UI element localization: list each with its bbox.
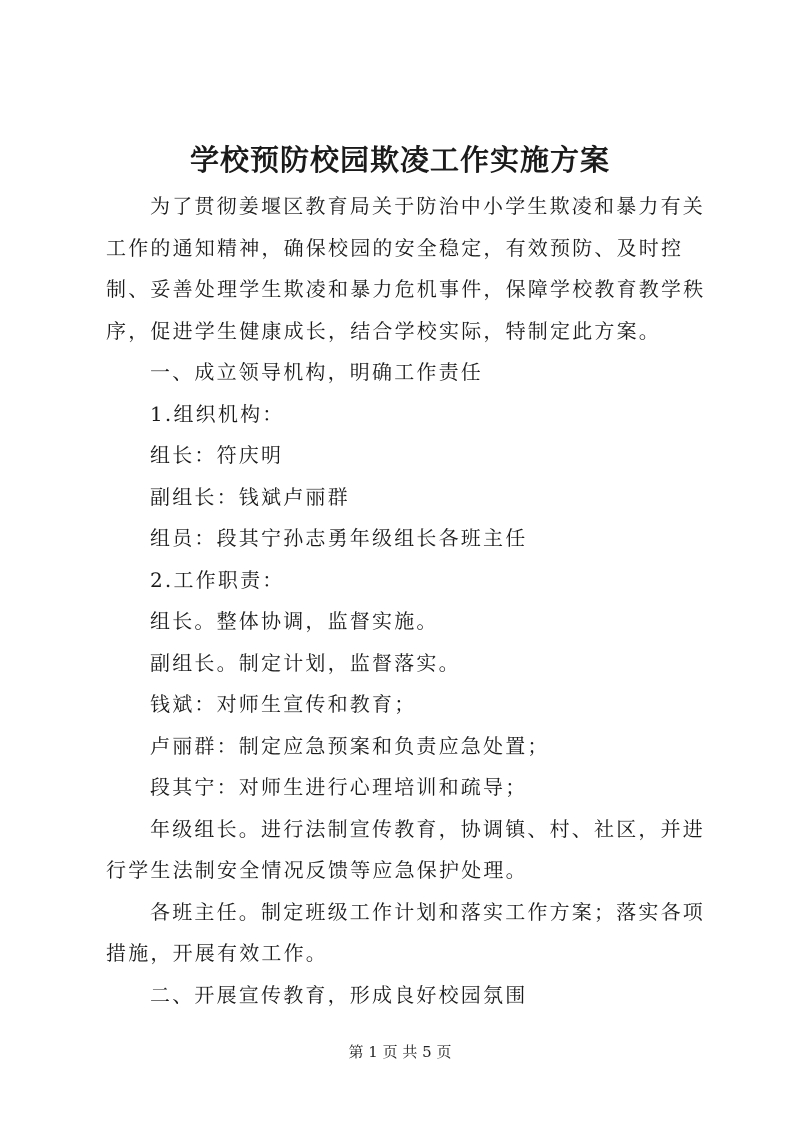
duty-deputy-leader: 副组长。制定计划，监督落实。: [150, 650, 461, 675]
page-footer: 第 1 页 共 5 页: [348, 1043, 452, 1061]
duty-class-teachers: 各班主任。制定班级工作计划和落实工作方案；落实各项措施，开展有效工作。: [106, 899, 705, 965]
subheading-organization: 1.组织机构：: [150, 401, 285, 426]
duty-lu-liqun: 卢丽群：制定应急预案和负责应急处置；: [150, 733, 550, 758]
subheading-duties: 2.工作职责：: [150, 567, 285, 592]
section-heading-1: 一、成立领导机构，明确工作责任: [150, 360, 483, 384]
members-line: 组员：段其宁孙志勇年级组长各班主任: [150, 526, 528, 550]
deputy-leader-line: 副组长：钱斌卢丽群: [150, 484, 350, 509]
duty-duan-qining: 段其宁：对师生进行心理培训和疏导；: [150, 775, 528, 799]
section-heading-2: 二、开展宣传教育，形成良好校园氛围: [150, 982, 528, 1007]
document-title: 学校预防校园欺凌工作实施方案: [189, 143, 610, 177]
duty-grade-leaders: 年级组长。进行法制宣传教育，协调镇、村、社区，并进行学生法制安全情况反馈等应急保护处理。: [106, 816, 705, 882]
document-body: [106, 186, 706, 1016]
duty-leader: 组长。整体协调，监督实施。: [150, 609, 439, 633]
leader-line: 组长：符庆明: [150, 443, 284, 467]
duty-qian-bin: 钱斌：对师生宣传和教育；: [150, 692, 417, 716]
paragraph-intro: 为了贯彻姜堰区教育局关于防治中小学生欺凌和暴力有关工作的通知精神，确保校园的安全稳定，有效预防、及时控制、妥善处理学生欺凌和暴力危机事件，保障学校教育教学秩序，促进学生健康成长，结合学校实际，特制定此方案。: [106, 194, 706, 343]
